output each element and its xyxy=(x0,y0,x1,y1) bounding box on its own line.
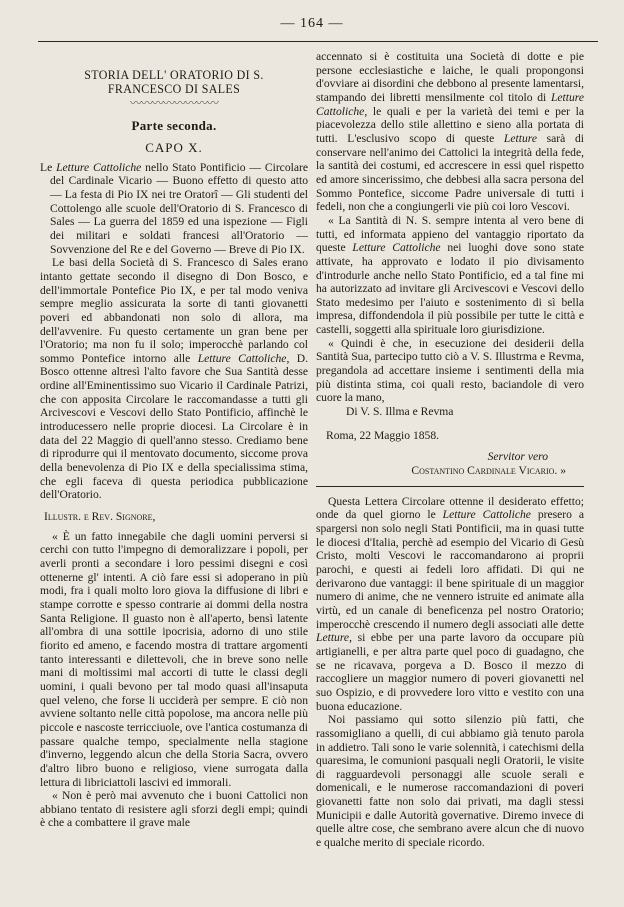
letter-paragraph-2: « Non è però mai avvenuto che i buoni Cattolici non abbiano tentato di resistere agli sforzi degli empi; quindi è che a combattere il grave male xyxy=(40,789,308,830)
chapter-summary: Le Letture Cattoliche nello Stato Pontificio — Circolare del Cardinale Vicario — Buono effetto di questo atto — La festa di Pio IX nei tre Oratorî — Gli studenti del Cottolengo alle scuole dell'Oratorio di S. Francesco di Sales — La guerra del 1859 ed una ispezione — Figli dei militari e soldati francesi all'Oratorio — Sovvenzione del Re e del Governo — Breve di Pio IX. xyxy=(40,160,308,256)
intro-paragraph: Le basi della Società di S. Francesco di Sales erano intanto gettate secondo il disegno di Don Bosco, e dell'immortale Pontefice Pio IX, e per tal modo veniva sempre meglio assicurata la sorte di tanti giovanetti poveri ed abbandonati non solo di allora, ma dell'avvenire. Fu questo certamente un gran bene per l'Oratorio; ma non fu il solo; imperocchè parlando col sommo Pontefice intorno alle Letture Cattoliche, D. Bosco ottenne altresì l'alto favore che Sua Santità desse ordine all'Eminentissimo suo Vicario il Cardinale Patrizi, che con apposita Circolare le raccomandasse a tutti gli Arcivescovi e Vescovi dello Stato Pontificio, affinchè le introducessero nelle proprie diocesi. La Circolare è in data del 22 Maggio di quell'anno stesso. Crediamo bene di riprodurre qui il mentovato documento, siccome prova della benevolenza di Pio IX e della specialissima stima, che egli faceva di questa periodica pubblicazione dell'Oratorio. xyxy=(40,256,308,502)
chapter-title: CAPO X. xyxy=(145,139,203,155)
letter-closing: Di V. S. Illma e Revma xyxy=(346,405,454,419)
letter-paragraph-2-continued: accennato si è costituita una Società di dotte e pie persone ecclesiastiche e laiche, le quali propongonsi d'ovviare ai disordini che debbono al presente lamentarsi, stampando dei libretti mensilmente col titolo di Letture Cattoliche, le quali e per la varietà dei temi e per la piacevolezza dello stile allettino e sieno alla portata di tutti. L'esclusivo scopo di queste Letture sarà di conservare nell'animo dei Cattolici la integrità della fede, la santità dei costumi, ed accrescere in essi quel rispetto ed amore sincerissimo, che debbesi alla sacra persona del Sommo Pontefice, siccome Padre universale di tutti i fedeli, non che a congiungerli vie più coi loro Vescovi. xyxy=(316,50,584,214)
section-divider xyxy=(316,486,584,487)
letter-paragraph-3: « La Santità di N. S. sempre intenta al vero bene di tutti, ed informata appieno del vantaggio riportato da queste Letture Cattoliche nei luoghi dove sono state attivate, ha approvato e lodato il pio divisamento d'introdurle anche nello Stato Pontificio, ed a tal fine mi ha autorizzato ad invitare gli Arcivescovi e Vescovi dello Stato medesimo per l'aiuto e sostenimento di sì bella impresa, diffondendola il più possibile per tutte le città e castelli, soggetti alla spirituale loro giurisdizione. xyxy=(316,213,584,337)
letter-paragraph-4: « Quindi è che, in esecuzione dei desiderii della Santità Sua, partecipo tutto ciò a V. S. Illustrma e Revma, pregandola ad accettare insieme i sentimenti della mia più distinta stima, coi quali resto, baciandole di vero cuore la mano, xyxy=(316,336,584,405)
letter-paragraph-1: « È un fatto innegabile che dagli uomini perversi si cerchi con tutto l'impegno di demoralizzare i popoli, per averli pronti a secondare i loro pessimi disegni e così ottenerne gl' intenti. A ciò fare essi si adoperano in più modi, fra i quali molto loro giova la diffusione di libri e stampe corrotte e spesso contrarie ai dommi della nostra Santa Religione. Il guasto non è all'aperto, bensì latente all'ombra di una sottile ipocrisia, adorno di uno stile fiorito ed ameno, e facendo mostra di trattare argomenti tanto interessanti e dilettevoli, che in breve sono nelle mani di moltissimi mal accorti di tutte le classi degli uomini, i quali bevono per tal modo quasi all'insaputa quel veleno, che forse li ucciderà per sempre. E ciò non avviene soltanto nelle città popolose, ma ancora nelle più piccole e nascoste terricciuole, ove l'antica costumanza di passare qualche tempo, specialmente nella stagione d'inverno, leggendo alcun che della Storia Sacra, ovvero d'altro libro buono e religioso, viene surrogata dalla lettura di libriciattoli lascivi ed immorali. xyxy=(40,529,308,789)
letter-salutation: Illustr. e Rev. Signore, xyxy=(44,510,156,524)
part-title: Parte seconda. xyxy=(131,118,217,134)
running-head: STORIA DELL' ORATORIO DI S. FRANCESCO DI SALES xyxy=(84,67,264,96)
signer-title: Servitor vero xyxy=(487,450,548,464)
after-paragraph-1: Questa Lettera Circolare ottenne il desiderato effetto; onde da quel giorno le Letture Cattoliche presero a spargersi non solo negli Stati Pontificii, ma in quasi tutte le diocesi d'Italia, perchè ad esempio del Vicario di Gesù Cristo, molti Vescovi le raccomandarono ai proprii parochi, e questi ai fedeli loro affidati. Di qui ne derivarono due vantaggi: il bene spirituale di un maggior numero di anime, che ne vennero istruite ed animate alla virtù, ed un canale di beneficenza pel nostro Oratorio; imperocchè crescendo il numero degli associati alle dette Letture, si ebbe per una parte lavoro da occupare più artigianelli, e per altra parte quel poco di guadagno, che se ne ricavava, porgeva a D. Bosco il mezzo di raccogliere un maggior numero di poveri giovanetti nel suo Ospizio, e di provvedere loro vitto e vestito con una buona educazione. xyxy=(316,494,585,713)
header-rule xyxy=(38,41,598,42)
right-column xyxy=(316,50,584,850)
ornament-wavy-rule: 〰〰〰〰〰〰〰〰 xyxy=(129,97,218,111)
after-paragraph-2: Noi passiamo qui sotto silenzio più fatti, che rassomigliano a quelli, di cui abbiamo già tenuto parola in addietro. Tali sono le varie solennità, i catechismi della quaresima, le comunioni pasquali negli Oratorii, le visite di ragguardevoli personaggi alle scuole serali e domenicali, e le numerose raccomandazioni di poveri giovanetti fatte non solo dai privati, ma dagli stessi Municipii e dalle Autorità governative. Diremo invece di quelle altre cose, che sembrano avere alcun che di nuovo e qualche merito di speciale ricordo. xyxy=(316,713,584,850)
page-number: — 164 — xyxy=(280,16,344,31)
signer-name: Costantino Cardinale Vicario. » xyxy=(411,464,566,478)
left-column xyxy=(40,50,308,830)
letter-date: Roma, 22 Maggio 1858. xyxy=(326,428,440,442)
